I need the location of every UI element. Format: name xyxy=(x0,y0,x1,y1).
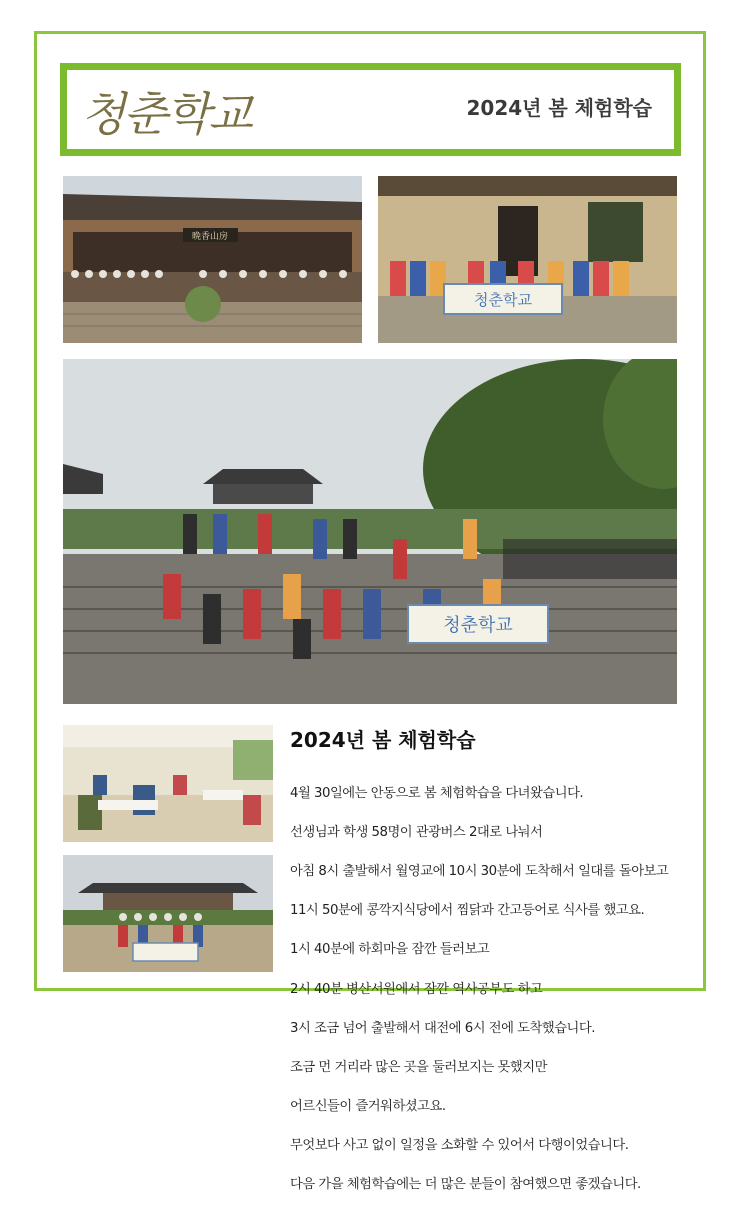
article-title: 2024년 봄 체험학습 xyxy=(290,728,476,752)
photo-restaurant xyxy=(63,725,273,842)
article-line: 1시 40분에 하회마을 잠깐 들러보고 xyxy=(290,942,490,958)
school-logo: 청춘학교 xyxy=(81,87,251,141)
page-title: 2024년 봄 체험학습 xyxy=(466,96,652,120)
article-line: 3시 조금 넘어 출발해서 대전에 6시 전에 도착했습니다. xyxy=(290,1020,595,1036)
signboard-text: 晩香山房 xyxy=(191,232,229,242)
photo-hanok-group xyxy=(63,176,362,343)
article-line: 아침 8시 출발해서 월영교에 10시 30분에 도착해서 일대를 돌아보고 xyxy=(290,863,669,879)
photo-seowon-group xyxy=(63,855,273,972)
article-line: 조금 먼 거리라 많은 곳을 둘러보지는 못했지만 xyxy=(290,1059,547,1075)
article-line: 어르신들이 즐거워하셨고요. xyxy=(290,1099,446,1115)
article-line: 무엇보다 사고 없이 일정을 소화할 수 있어서 다행이었습니다. xyxy=(290,1138,629,1154)
article-line: 11시 50분에 콩깍지식당에서 찜닭과 간고등어로 식사를 했고요. xyxy=(290,903,645,919)
article-line: 4월 30일에는 안동으로 봄 체험학습을 다녀왔습니다. xyxy=(290,785,584,801)
header-banner xyxy=(60,63,681,156)
photo-wall-group xyxy=(378,176,677,343)
article-line: 선생님과 학생 58명이 관광버스 2대로 나눠서 xyxy=(290,824,543,840)
article-line: 2시 40분 병산서원에서 잠깐 역사공부도 하고 xyxy=(290,981,543,997)
article-body xyxy=(290,764,690,1215)
banner-text: 청춘학교 xyxy=(474,291,532,309)
photo-main-group xyxy=(63,359,677,704)
banner-text: 청춘학교 xyxy=(443,615,513,636)
article-line: 다음 가을 체험학습에는 더 많은 분들이 참여했으면 좋겠습니다. xyxy=(290,1177,641,1193)
